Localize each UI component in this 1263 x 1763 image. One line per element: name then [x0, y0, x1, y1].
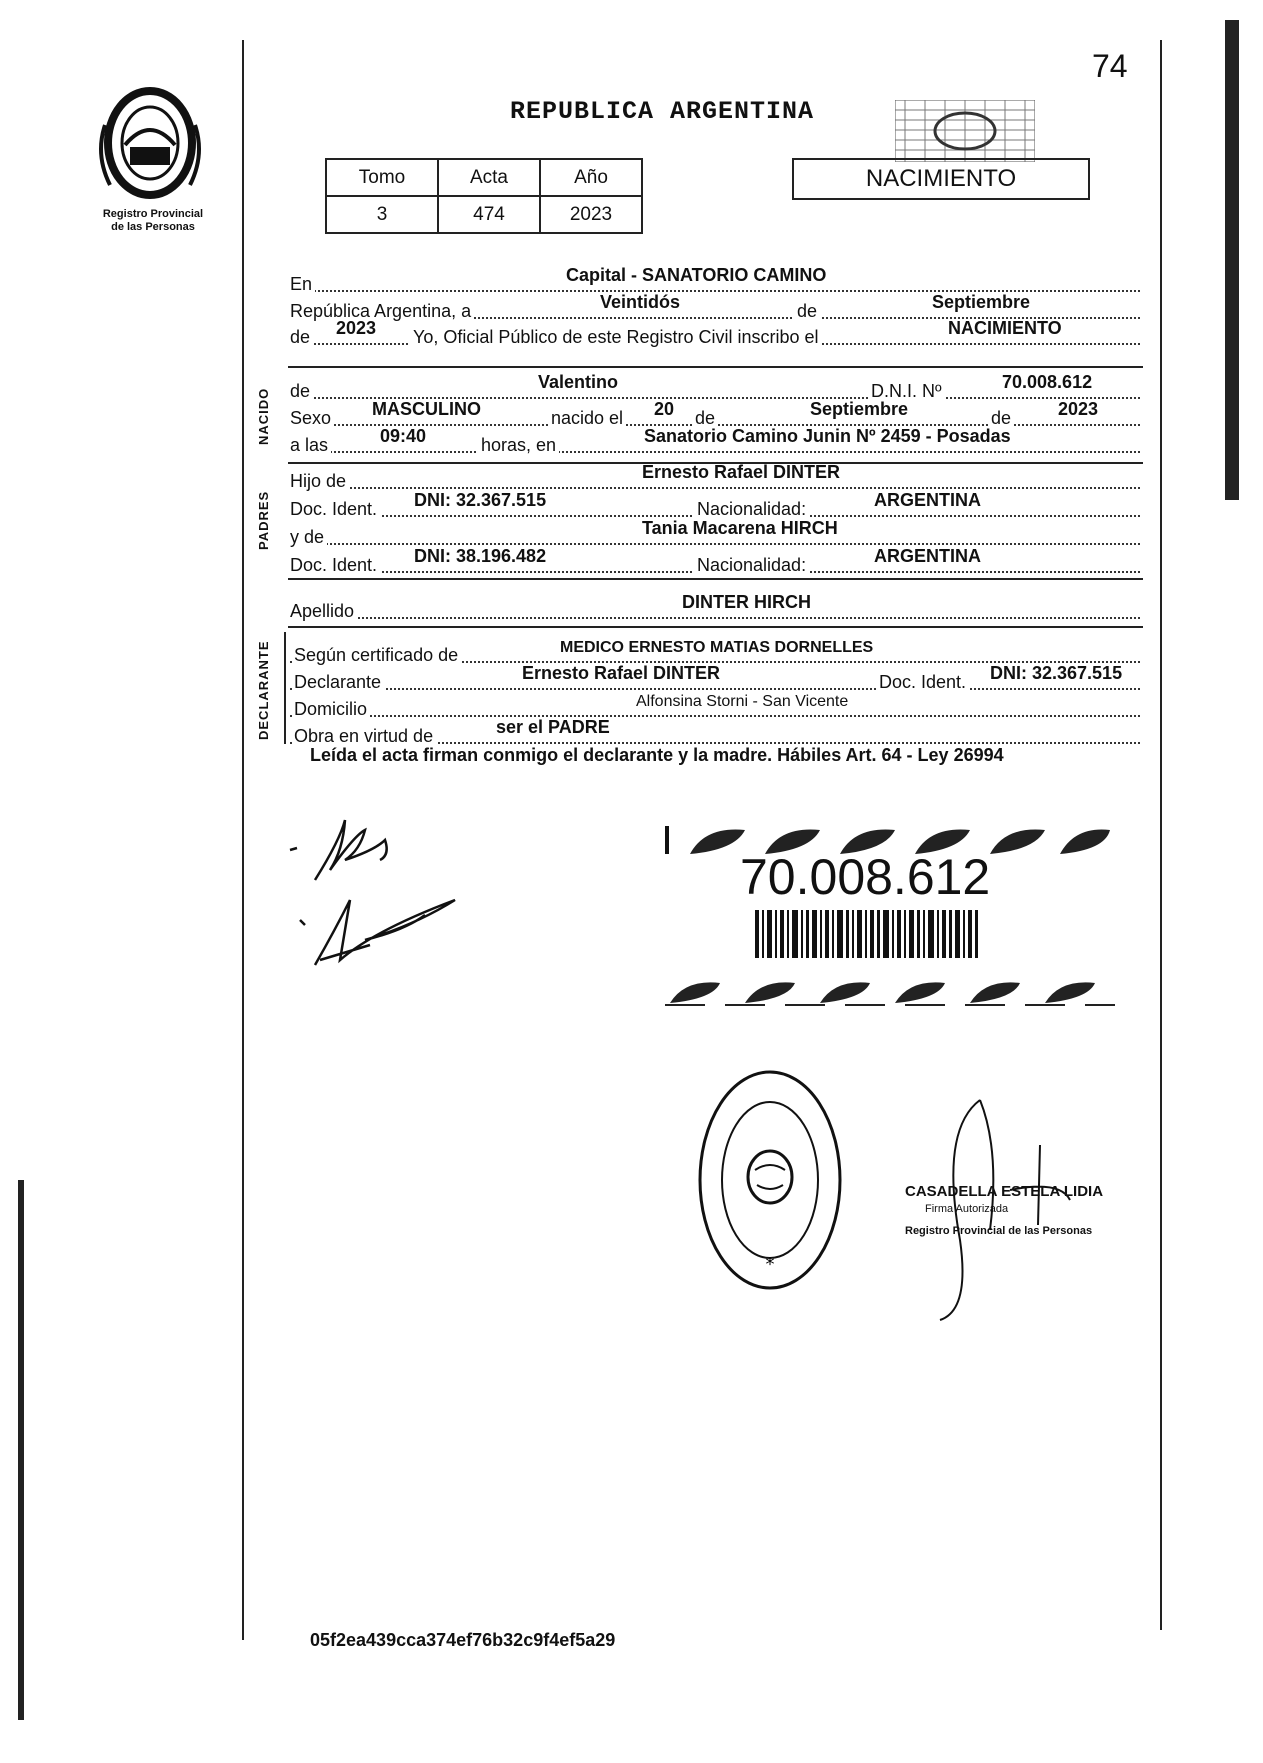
- closing-statement: Leída el acta firman conmigo el declarante y la madre. Hábiles Art. 64 - Ley 26994: [310, 745, 1004, 765]
- tomo-value: 3: [326, 196, 438, 233]
- acta-header: Acta: [438, 159, 540, 196]
- separator-declarante: [288, 626, 1143, 628]
- row-madre-doc: [290, 546, 1140, 576]
- province-seal-logo: [95, 85, 205, 205]
- official-seal: [695, 1065, 845, 1295]
- row-declarante: [290, 663, 1140, 693]
- padre-nac-value: ARGENTINA: [874, 490, 981, 510]
- side-label-declarante: DECLARANTE: [256, 640, 271, 740]
- dni-label: D.N.I. Nº: [868, 381, 945, 402]
- obra-value: ser el PADRE: [496, 717, 610, 737]
- decl-doc-value: DNI: 32.367.515: [990, 663, 1123, 683]
- dni-value: 70.008.612: [1002, 372, 1093, 392]
- anio-header: Año: [540, 159, 642, 196]
- security-emblem: [895, 100, 1035, 162]
- logo-caption-line1: Registro Provincial: [102, 208, 204, 220]
- right-margin-line: [1160, 40, 1162, 1630]
- row-apellido: [290, 592, 1140, 622]
- declarante-value: Ernesto Rafael DINTER: [522, 663, 721, 683]
- sexo-label: Sexo: [290, 408, 334, 429]
- padre-value: Ernesto Rafael DINTER: [642, 462, 841, 482]
- nac-de2-label: de: [988, 408, 1014, 429]
- page-number: 74: [1092, 48, 1128, 84]
- registry-table: [325, 158, 643, 234]
- signatory-org: Registro Provincial de las Personas: [905, 1225, 1093, 1237]
- madre-doc-label: Doc. Ident.: [290, 555, 380, 576]
- row-hora: [290, 426, 1140, 456]
- separator-nacido: [288, 366, 1143, 368]
- nac-anio-value: 2023: [1058, 399, 1099, 419]
- nombre-label: de: [290, 381, 313, 402]
- nac-de-label: de: [692, 408, 718, 429]
- yo-label: Yo, Oficial Público de este Registro Civil inscribo el: [410, 327, 822, 348]
- nac-dia-value: 20: [654, 399, 675, 419]
- doc-type-box: NACIMIENTO: [792, 158, 1090, 200]
- en-value: Capital - SANATORIO CAMINO: [566, 265, 827, 285]
- yde-label: y de: [290, 527, 327, 548]
- apellido-label: Apellido: [290, 601, 357, 622]
- signatory-name: CASADELLA ESTELA LIDIA: [905, 1183, 1104, 1200]
- signatory-role: Firma Autorizada: [925, 1203, 1009, 1215]
- madre-doc-value: DNI: 38.196.482: [414, 546, 547, 566]
- barcode: [755, 910, 980, 958]
- left-margin-line: [242, 40, 244, 1640]
- madre-value: Tania Macarena HIRCH: [642, 518, 838, 538]
- padre-nac-label: Nacionalidad:: [694, 499, 809, 520]
- svg-text:*: *: [765, 1254, 775, 1275]
- row-madre: [290, 518, 1140, 548]
- row-inscribe: [290, 318, 1140, 348]
- row-padre: [290, 462, 1140, 492]
- anio-value: 2023: [540, 196, 642, 233]
- certificado-label: Según certificado de: [294, 645, 461, 666]
- de2-label: de: [290, 327, 313, 348]
- document-hash: 05f2ea439cca374ef76b32c9f4ef5a29: [310, 1630, 616, 1650]
- domicilio-label: Domicilio: [294, 699, 370, 720]
- stamp-number: 70.008.612: [740, 849, 991, 905]
- tomo-header: Tomo: [326, 159, 438, 196]
- mes-value: Septiembre: [932, 292, 1031, 312]
- hora-label: a las: [290, 435, 331, 456]
- hijo-label: Hijo de: [290, 471, 349, 492]
- side-label-nacido: NACIDO: [256, 387, 271, 445]
- obra-label: Obra en virtud de: [294, 726, 436, 747]
- padre-doc-label: Doc. Ident.: [290, 499, 380, 520]
- scan-edge-left: [18, 1180, 24, 1720]
- logo-caption-line2: de las Personas: [111, 221, 195, 233]
- declarante-label: Declarante: [294, 672, 384, 693]
- anio-field: 2023: [336, 318, 377, 338]
- dia-value: Veintidós: [600, 292, 681, 312]
- side-label-padres: PADRES: [256, 490, 271, 550]
- horas-label: horas, en: [478, 435, 559, 456]
- stamp-pattern-bottom: [665, 975, 1115, 1007]
- declarante-bar: [284, 632, 286, 744]
- declarante-signature: [285, 810, 465, 890]
- nac-mes-value: Septiembre: [810, 399, 909, 419]
- hora-value: 09:40: [380, 426, 427, 446]
- separator-apellido: [288, 578, 1143, 580]
- row-domicilio: [290, 694, 1140, 720]
- row-padre-doc: [290, 490, 1140, 520]
- madre-signature: [295, 890, 465, 970]
- acta-value: 474: [438, 196, 540, 233]
- madre-nac-value: ARGENTINA: [874, 546, 981, 566]
- sexo-value: MASCULINO: [372, 399, 481, 419]
- nacido-label: nacido el: [548, 408, 626, 429]
- domicilio-value: Alfonsina Storni - San Vicente: [636, 693, 849, 710]
- document-title: REPUBLICA ARGENTINA: [510, 97, 815, 126]
- lugar-value: Sanatorio Camino Junin Nº 2459 - Posadas: [644, 426, 1011, 446]
- republica-label: República Argentina, a: [290, 301, 474, 322]
- apellido-value: DINTER HIRCH: [682, 592, 811, 612]
- madre-nac-label: Nacionalidad:: [694, 555, 809, 576]
- decl-doc-label: Doc. Ident.: [876, 672, 969, 693]
- de-label: de: [794, 301, 820, 322]
- logo-caption: [78, 208, 228, 234]
- certificado-value: MEDICO ERNESTO MATIAS DORNELLES: [560, 639, 874, 656]
- scan-edge-right: [1225, 20, 1239, 500]
- inscribe-value: NACIMIENTO: [948, 318, 1062, 338]
- nombre-value: Valentino: [538, 372, 619, 392]
- padre-doc-value: DNI: 32.367.515: [414, 490, 547, 510]
- en-label: En: [290, 274, 315, 295]
